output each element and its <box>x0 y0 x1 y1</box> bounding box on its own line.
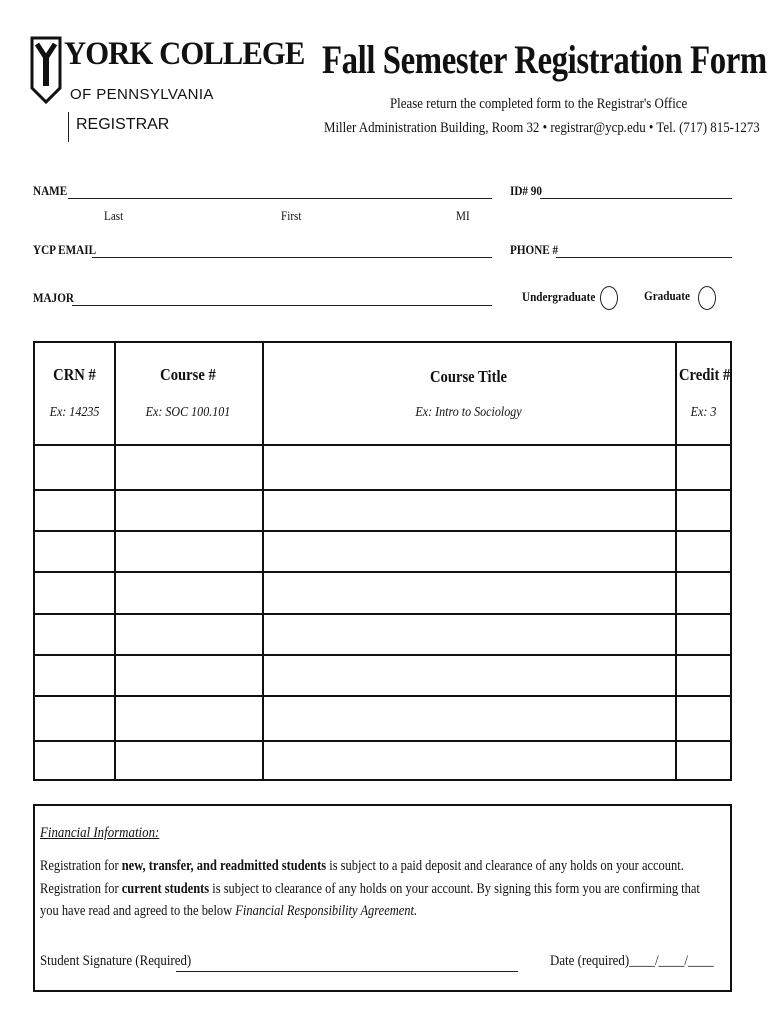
table-row[interactable] <box>35 489 730 491</box>
id-label: ID# 90 <box>510 183 542 198</box>
table-row[interactable] <box>35 571 730 573</box>
major-label: MAJOR <box>33 290 74 305</box>
table-col-divider <box>675 343 677 779</box>
course-table <box>33 341 732 781</box>
name-field[interactable] <box>68 198 492 199</box>
college-logo-shield-icon <box>30 36 62 104</box>
header-crn: CRN # <box>53 365 96 384</box>
table-row[interactable] <box>35 444 730 446</box>
table-row[interactable] <box>35 654 730 656</box>
email-field[interactable] <box>92 257 492 258</box>
table-row[interactable] <box>35 740 730 742</box>
logo-divider <box>68 112 69 142</box>
name-label: NAME <box>33 183 68 198</box>
graduate-radio[interactable] <box>698 286 716 310</box>
table-row[interactable] <box>35 695 730 697</box>
table-col-divider <box>114 343 116 779</box>
phone-label: PHONE # <box>510 242 559 257</box>
major-field[interactable] <box>72 305 492 306</box>
middle-initial-hint: MI <box>456 208 470 223</box>
return-instructions: Please return the completed form to the Registrar's Office <box>390 96 688 112</box>
example-credit: Ex: 3 <box>690 405 717 420</box>
table-row[interactable] <box>35 530 730 532</box>
example-course-title: Ex: Intro to Sociology <box>415 405 522 420</box>
logo-state-name: OF PENNSYLVANIA <box>70 86 214 103</box>
email-label: YCP EMAIL <box>33 242 97 257</box>
id-field[interactable] <box>540 198 732 199</box>
undergraduate-radio[interactable] <box>600 286 618 310</box>
signature-field[interactable] <box>176 971 518 972</box>
first-name-hint: First <box>281 208 302 223</box>
office-contact: Miller Administration Building, Room 32 • registrar@ycp.edu • Tel. (717) 815-1273 <box>324 120 760 136</box>
graduate-label: Graduate <box>644 288 690 303</box>
signature-label: Student Signature (Required) <box>40 953 192 969</box>
logo-department: REGISTRAR <box>76 116 170 133</box>
phone-field[interactable] <box>556 257 732 258</box>
logo-college-name: YORK COLLEGE <box>64 36 305 72</box>
financial-info-text: Registration for new, transfer, and readmitted students is subject to a paid deposit and clearance of any holds on your account. Registration for current students is subject to clearance of any holds on your account. By signing this form you are confirming that you have read and agreed to the below Financial Responsibility Agreement. <box>40 858 700 919</box>
last-name-hint: Last <box>104 208 124 223</box>
example-course-number: Ex: SOC 100.101 <box>145 405 231 420</box>
table-col-divider <box>262 343 264 779</box>
header-credit: Credit # <box>678 365 731 384</box>
financial-info-title: Financial Information: <box>40 825 160 841</box>
table-row[interactable] <box>35 613 730 615</box>
date-field[interactable]: Date (required)____/____/____ <box>550 953 714 969</box>
header-course-number: Course # <box>160 365 216 384</box>
undergraduate-label: Undergraduate <box>522 289 596 304</box>
example-crn: Ex: 14235 <box>49 405 100 420</box>
page-title: Fall Semester Registration Form <box>322 37 767 82</box>
header-course-title: Course Title <box>429 367 508 386</box>
